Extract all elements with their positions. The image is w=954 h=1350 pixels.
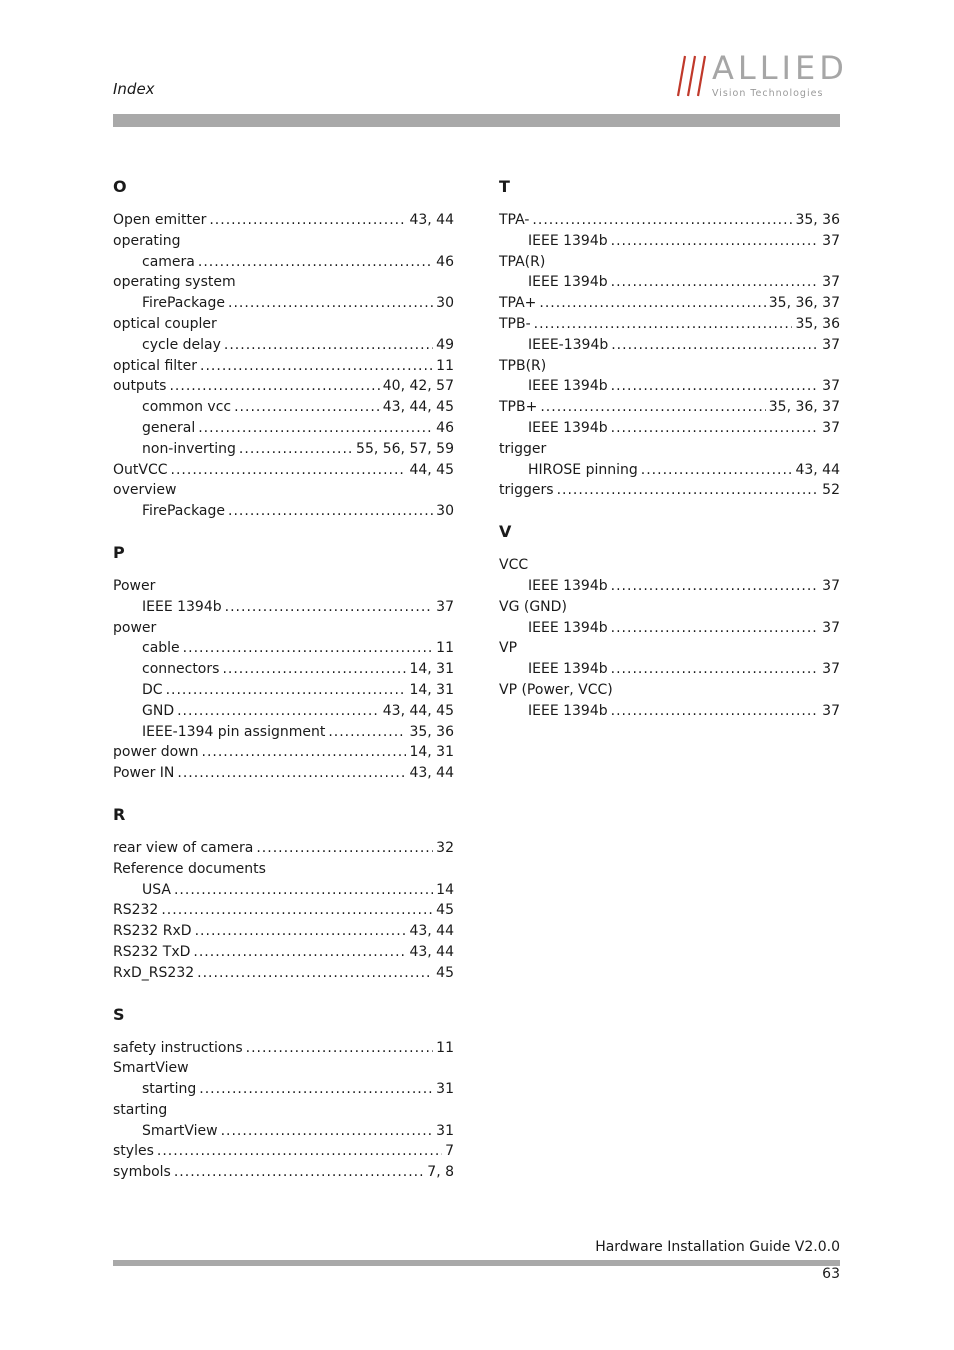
index-entry [113,900,454,921]
entry-pages: 43, 44 [409,943,454,960]
entry-pages: 37 [822,661,840,678]
index-entry [499,376,840,397]
dot-leader [239,439,353,460]
index-entry [113,1100,454,1121]
entry-term: non-inverting [142,440,236,457]
index-entry [499,252,840,273]
entry-term: Power [113,577,156,594]
entry-term: TPA(R) [499,253,546,270]
allied-logo [668,49,848,100]
header-rule [113,114,840,127]
entry-term: styles [113,1143,154,1160]
dot-leader [611,659,820,680]
entry-term: HIROSE pinning [528,461,638,478]
index-entry [113,742,454,763]
index-section [113,805,454,984]
entry-term: IEEE 1394b [528,661,608,678]
dot-leader [532,210,792,231]
index-entry [499,314,840,335]
entry-term: IEEE 1394b [528,619,608,636]
entry-pages: 30 [436,503,454,520]
entry-term: TPB+ [499,399,538,416]
dot-leader [161,900,433,921]
entry-pages: 43, 44 [795,461,840,478]
entry-term: SmartView [113,1060,189,1077]
dot-leader [195,921,407,942]
entry-pages: 44, 45 [409,461,454,478]
dot-leader [166,680,407,701]
entry-pages: 49 [436,336,454,353]
section-letter: T [499,177,510,196]
entry-pages: 32 [436,839,454,856]
entry-pages: 37 [822,232,840,249]
dot-leader [611,418,820,439]
index-entry [113,963,454,984]
index-entry [113,335,454,356]
entry-term: starting [113,1101,168,1118]
entry-pages: 46 [436,419,454,436]
entry-pages: 11 [436,357,454,374]
index-entry [499,555,840,576]
entry-term: FirePackage [142,295,226,312]
dot-leader [256,838,433,859]
dot-leader [198,418,433,439]
index-entry [113,1121,454,1142]
index-entry [113,942,454,963]
page-number: 63 [822,1266,840,1282]
entry-term: TPA+ [499,295,537,312]
index-entry [113,376,454,397]
dot-leader [200,356,433,377]
entry-pages: 43, 44 [409,923,454,940]
index-entry [113,314,454,335]
entry-term: trigger [499,440,547,457]
entry-term: optical filter [113,357,198,374]
entry-term: operating system [113,274,236,291]
index-entry [499,576,840,597]
entry-term: overview [113,482,177,499]
section-letter: O [113,177,127,196]
entry-pages: 14, 31 [409,661,454,678]
entry-pages: 37 [822,419,840,436]
entry-term: IEEE 1394b [528,274,608,291]
index-entry [499,439,840,460]
dot-leader [611,701,820,722]
dot-leader [534,314,793,335]
entry-pages: 30 [436,295,454,312]
entry-term: IEEE 1394b [142,598,222,615]
entry-term: symbols [113,1164,171,1181]
entry-term: general [142,419,196,436]
index-entry [499,356,840,377]
entry-term: safety instructions [113,1039,243,1056]
entry-pages: 14, 31 [409,744,454,761]
entry-term: DC [142,681,163,698]
entry-term: SmartView [142,1122,218,1139]
entry-term: camera [142,253,195,270]
section-letter: R [113,804,126,824]
entry-term: cycle delay [142,336,221,353]
dot-leader [641,460,793,481]
dot-leader [174,880,433,901]
entry-term: common vcc [142,399,232,416]
entry-term: RS232 [113,902,159,919]
index-column-right [499,177,840,743]
index-entry [113,252,454,273]
index-entry [113,763,454,784]
entry-term: VP (Power, VCC) [499,681,613,698]
entry-pages: 31 [436,1122,454,1139]
index-entry [113,701,454,722]
entry-term: Power IN [113,765,175,782]
footer-rule [113,1260,840,1266]
entry-pages: 35, 36 [409,723,454,740]
logo-wordmark: ALLIED [712,49,848,87]
entry-term: OutVCC [113,461,168,478]
entry-term: IEEE 1394b [528,419,608,436]
entry-pages: 37 [822,378,840,395]
entry-pages: 45 [436,964,454,981]
index-section [113,177,454,522]
index-entry [113,356,454,377]
entry-term: IEEE-1394b [528,336,609,353]
index-entry [113,501,454,522]
dot-leader [228,501,433,522]
index-entry [113,597,454,618]
entry-term: optical coupler [113,315,217,332]
footer-document-title: Hardware Installation Guide V2.0.0 [595,1239,840,1255]
dot-leader [177,763,406,784]
index-entry [499,335,840,356]
index-entry [499,231,840,252]
index-entry [113,1058,454,1079]
entry-term: power down [113,744,199,761]
entry-term: IEEE 1394b [528,702,608,719]
index-entry [113,1079,454,1100]
index-entry [499,618,840,639]
entry-term: VG (GND) [499,598,567,615]
entry-pages: 35, 36, 37 [768,295,840,312]
entry-pages: 35, 36 [795,315,840,332]
logo-subtitle: Vision Technologies [712,88,824,99]
entry-term: IEEE 1394b [528,232,608,249]
entry-term: rear view of camera [113,839,254,856]
entry-term: GND [142,702,175,719]
index-section [499,522,840,721]
index-entry [113,231,454,252]
entry-term: starting [142,1081,197,1098]
entry-term: RS232 TxD [113,943,191,960]
index-entry [499,210,840,231]
index-entry [113,880,454,901]
entry-term: triggers [499,482,554,499]
entry-pages: 52 [822,482,840,499]
running-header: Index [113,80,155,98]
dot-leader [171,460,407,481]
dot-leader [221,1121,434,1142]
entry-term: IEEE 1394b [528,577,608,594]
index-entry [113,1038,454,1059]
dot-leader [202,742,407,763]
index-entry [113,638,454,659]
entry-pages: 37 [436,598,454,615]
index-entry [113,272,454,293]
entry-term: TPA- [499,212,530,228]
entry-pages: 37 [822,336,840,353]
dot-leader [246,1038,434,1059]
dot-leader [183,638,434,659]
dot-leader [611,576,820,597]
dot-leader [234,397,380,418]
entry-pages: 43, 44, 45 [382,702,454,719]
entry-term: Open emitter [113,212,207,228]
entry-term: connectors [142,661,220,678]
index-entry [113,659,454,680]
section-letter: S [113,1004,125,1024]
index-column-left [113,177,454,1204]
entry-pages: 37 [822,274,840,291]
index-entry [113,293,454,314]
index-entry [113,680,454,701]
entry-pages: 45 [436,902,454,919]
entry-term: USA [142,881,171,898]
dot-leader [611,618,820,639]
entry-term: VP [499,640,518,657]
index-entry [499,397,840,418]
dot-leader [225,597,434,618]
entry-term: FirePackage [142,503,226,520]
index-entry [499,460,840,481]
entry-term: Reference documents [113,860,266,877]
dot-leader [228,293,433,314]
entry-pages: 40, 42, 57 [382,378,454,395]
index-entry [499,659,840,680]
dot-leader [557,480,820,501]
entry-pages: 37 [822,702,840,719]
entry-term: cable [142,640,180,657]
index-entry [499,680,840,701]
entry-term: operating [113,232,181,249]
entry-term: VCC [499,557,529,574]
entry-pages: 35, 36 [795,212,840,228]
dot-leader [174,1162,424,1183]
entry-term: TPB- [499,315,531,332]
entry-pages: 11 [436,640,454,657]
dot-leader [209,210,406,231]
entry-pages: 11 [436,1039,454,1056]
index-entry [113,1162,454,1183]
index-entry [113,210,454,231]
dot-leader [193,942,406,963]
entry-pages: 35, 36, 37 [768,399,840,416]
dot-leader [169,376,379,397]
entry-pages: 7 [445,1143,454,1160]
dot-leader [539,293,765,314]
dot-leader [157,1141,442,1162]
index-entry [113,921,454,942]
entry-term: IEEE 1394b [528,378,608,395]
dot-leader [198,252,433,273]
dot-leader [224,335,433,356]
index-entry [113,397,454,418]
dot-leader [611,272,820,293]
index-section [113,1005,454,1184]
dot-leader [611,335,819,356]
index-section [113,543,454,784]
entry-pages: 43, 44 [409,212,454,228]
dot-leader [222,659,406,680]
dot-leader [611,231,820,252]
entry-term: RxD_RS232 [113,964,195,981]
index-entry [499,418,840,439]
index-entry [113,618,454,639]
index-entry [113,838,454,859]
entry-pages: 7, 8 [427,1164,454,1181]
index-section [499,177,840,501]
entry-pages: 43, 44, 45 [382,399,454,416]
entry-pages: 14 [436,881,454,898]
index-entry [499,638,840,659]
entry-term: power [113,619,157,636]
entry-pages: 46 [436,253,454,270]
section-letter: P [113,542,125,562]
index-entry [499,272,840,293]
entry-term: IEEE-1394 pin assignment [142,723,326,740]
entry-pages: 43, 44 [409,765,454,782]
dot-leader [197,963,433,984]
entry-pages: 14, 31 [409,681,454,698]
entry-pages: 37 [822,577,840,594]
logo-slashes-icon [668,54,712,98]
dot-leader [199,1079,433,1100]
entry-term: outputs [113,378,167,395]
entry-term: RS232 RxD [113,923,192,940]
index-entry [113,460,454,481]
index-entry [113,859,454,880]
entry-pages: 31 [436,1081,454,1098]
dot-leader [540,397,765,418]
index-entry [113,576,454,597]
entry-pages: 37 [822,619,840,636]
index-entry [499,597,840,618]
dot-leader [611,376,820,397]
index-entry [499,293,840,314]
index-entry [113,418,454,439]
entry-term: TPB(R) [499,357,547,374]
section-letter: V [499,522,512,542]
dot-leader [328,722,406,743]
dot-leader [177,701,380,722]
entry-pages: 55, 56, 57, 59 [356,440,454,457]
index-entry [499,701,840,722]
index-entry [113,722,454,743]
index-entry [113,439,454,460]
index-entry [113,1141,454,1162]
index-entry [499,480,840,501]
index-entry [113,480,454,501]
